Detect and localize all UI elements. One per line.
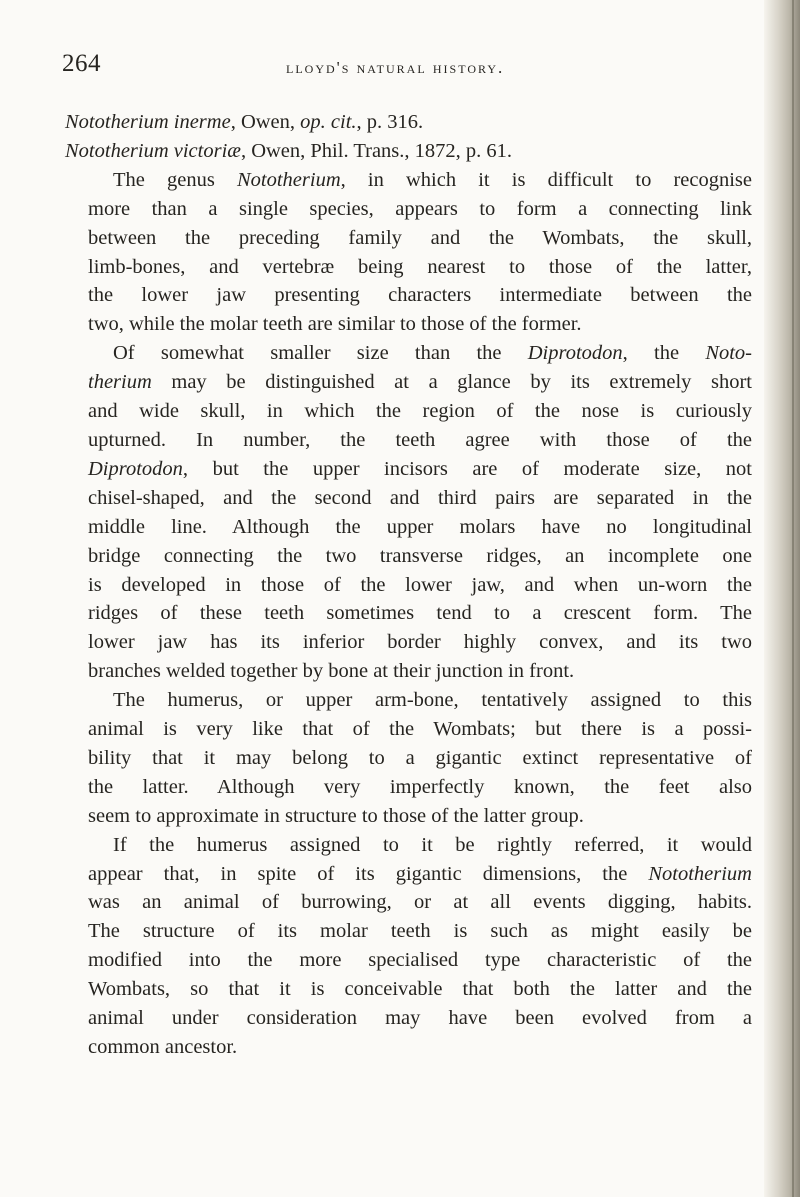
text-line: two, while the molar teeth are similar to those of the former. <box>88 313 582 336</box>
text-line: seem to approximate in structure to those of the latter group. <box>88 804 584 827</box>
text-line: the lower jaw presenting characters intermediate between the <box>88 284 752 307</box>
text-line: was an animal of burrowing, or at all events digging, habits. <box>88 891 752 914</box>
text-line: The genus Nototherium, in which it is difficult to recognise <box>113 168 753 191</box>
text-line: lower jaw has its inferior border highly convex, and its two <box>88 631 752 654</box>
text-line: branches welded together by bone at their junction in front. <box>88 660 575 683</box>
text-line: animal under consideration may have been evolved from a <box>88 1007 752 1030</box>
body-text <box>65 108 753 1062</box>
page-number: 264 <box>62 50 101 77</box>
text-line: modified into the more specialised type characteristic of the <box>88 949 752 972</box>
text-line: animal is very like that of the Wombats; but there is a possi- <box>88 718 752 741</box>
text-line: the latter. Although very imperfectly known, the feet also <box>88 775 752 798</box>
text-line: Diprotodon, but the upper incisors are of moderate size, not <box>88 457 752 480</box>
genus-name: Nototherium inerme <box>65 111 231 133</box>
text-line: Of somewhat smaller size than the Diprotodon, the Noto- <box>113 342 753 365</box>
genus-name: Nototherium victoriæ <box>65 139 241 162</box>
text-line: chisel-shaped, and the second and third pairs are separated in the <box>88 486 752 509</box>
text-line: therium may be distinguished at a glance by its extremely short <box>88 371 752 394</box>
text-line: and wide skull, in which the region of the nose is curiously <box>88 400 752 423</box>
text-line: Wombats, so that it is conceivable that both the latter and the <box>88 978 752 1001</box>
text-line: more than a single species, appears to form a connecting link <box>88 197 752 220</box>
text-line: appear that, in spite of its gigantic dimensions, the Nototherium <box>88 862 752 885</box>
reference-line: Nototherium inerme, Owen, op. cit., p. 316. <box>65 111 424 133</box>
text-line: limb-bones, and vertebræ being nearest to those of the latter, <box>88 255 752 278</box>
text-line: If the humerus assigned to it be rightly referred, it would <box>113 833 752 856</box>
text-line: is developed in those of the lower jaw, and when un-worn the <box>88 573 752 596</box>
text-line: middle line. Although the upper molars have no longitudinal <box>88 515 752 538</box>
text-line: The humerus, or upper arm-bone, tentatively assigned to this <box>113 689 752 712</box>
text-line: bility that it may belong to a gigantic extinct representative of <box>88 746 752 769</box>
text-line: The structure of its molar teeth is such as might easily be <box>88 920 752 943</box>
text-line: upturned. In number, the teeth agree with those of the <box>88 428 752 451</box>
page-binding-edge <box>764 0 800 1197</box>
text-line: bridge connecting the two transverse ridges, an incomplete one <box>88 544 752 567</box>
text-line: ridges of these teeth sometimes tend to a crescent form. The <box>88 602 752 625</box>
text-line: common ancestor. <box>88 1036 238 1058</box>
text-line: between the preceding family and the Wombats, the skull, <box>88 226 752 249</box>
reference-line: Nototherium victoriæ, Owen, Phil. Trans., 1872, p. 61. <box>65 139 513 162</box>
page-header <box>62 50 742 86</box>
running-head: lloyd's natural history. <box>286 58 505 77</box>
